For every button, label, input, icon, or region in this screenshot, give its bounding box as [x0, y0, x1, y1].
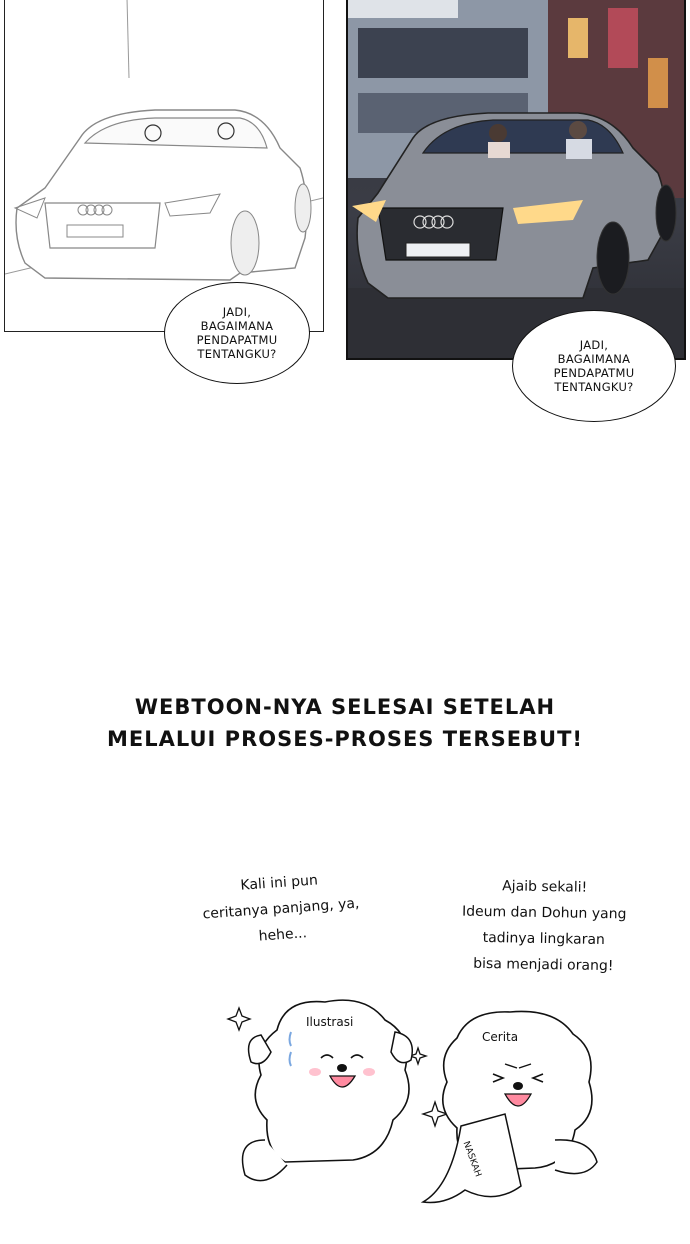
- label-scroll: NASKAH: [460, 1140, 483, 1179]
- sparkle-icon: [228, 1008, 250, 1030]
- sketch-panel: [4, 0, 324, 332]
- speech-bubble-left: [164, 282, 310, 384]
- mascots-illustration: [225, 990, 665, 1240]
- speech-bubble-right: [512, 310, 676, 422]
- mascot-note-left: Kali ini pun ceritanya panjang, ya, hehe...: [202, 872, 360, 945]
- color-panel: [346, 0, 686, 360]
- sketch-car-illustration: [5, 0, 323, 331]
- label-story: Cerita: [482, 1030, 519, 1044]
- speech-bubble-left-text: JADI, BAGAIMANA PENDAPATMU TENTANGKU?: [196, 305, 278, 361]
- speech-bubble-right-text: JADI, BAGAIMANA PENDAPATMU TENTANGKU?: [553, 338, 635, 394]
- caption-line-1: WEBTOON-NYA SELESAI SETELAH: [134, 695, 556, 719]
- label-illustration: Ilustrasi: [306, 1015, 354, 1029]
- caption-line-2: MELALUI PROSES-PROSES TERSEBUT!: [107, 727, 583, 751]
- mascot-note-right: Ajaib sekali! Ideum dan Dohun yang tadinya lingkaran bisa menjadi orang!: [461, 878, 627, 975]
- night-car-illustration: [348, 0, 684, 358]
